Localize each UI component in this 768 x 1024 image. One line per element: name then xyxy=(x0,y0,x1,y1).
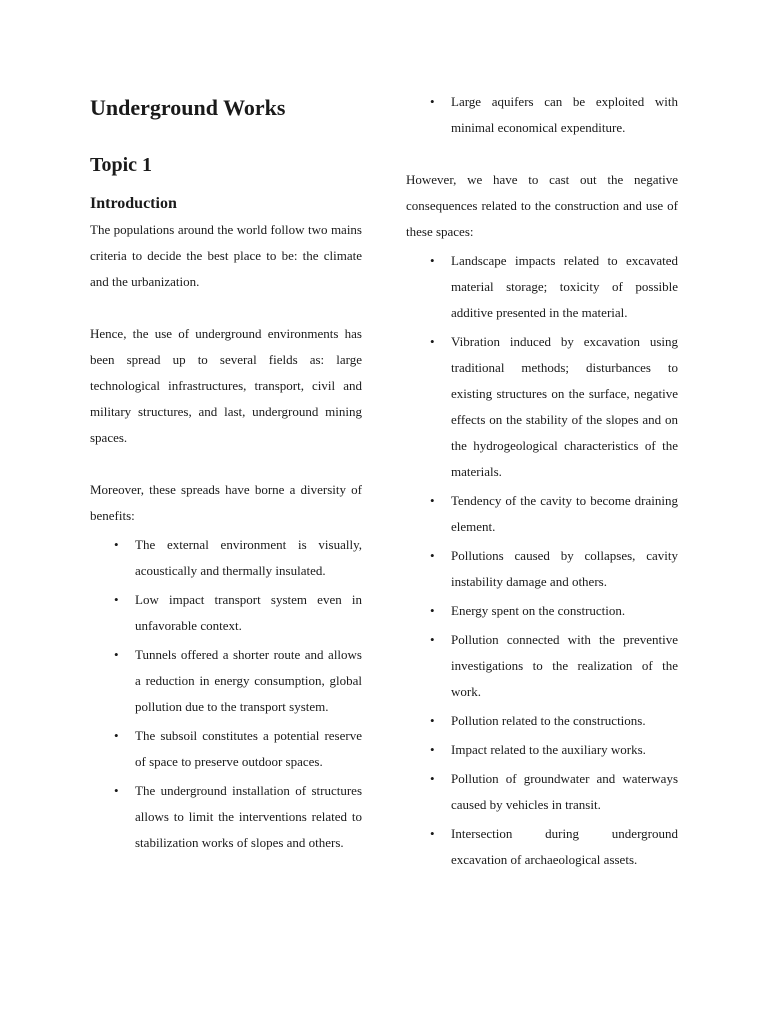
benefits-list-continued xyxy=(406,89,678,141)
list-item-text: Pollution connected with the preventive investigations to the realization of the work. xyxy=(451,632,678,699)
list-item-text: Pollutions caused by collapses, cavity instability damage and others. xyxy=(451,548,678,589)
paragraph-populations: The populations around the world follow two mains criteria to decide the best place to be: the climate and the urbanization. xyxy=(90,222,362,289)
paragraph-underground-use: Hence, the use of underground environments has been spread up to several fields as: large technological infrastructures, transport, civil and military structures, and last, underground mining spaces. xyxy=(90,326,362,445)
list-item xyxy=(406,248,678,326)
bullet-icon: • xyxy=(114,783,119,798)
bullet-icon: • xyxy=(114,647,119,662)
list-item-text: Tendency of the cavity to become draining element. xyxy=(451,493,678,534)
bullet-icon: • xyxy=(430,253,435,268)
list-item xyxy=(406,627,678,705)
list-item-text: Vibration induced by excavation using traditional methods; disturbances to existing structures on the surface, negative effects on the stability of the slopes and on the hydrogeological characteristics of the materials. xyxy=(451,334,678,479)
paragraph-benefits-intro: Moreover, these spreads have borne a diversity of benefits: xyxy=(90,482,362,523)
bullet-icon: • xyxy=(430,742,435,757)
list-item-text: The subsoil constitutes a potential reserve of space to preserve outdoor spaces. xyxy=(135,728,362,769)
list-item-text: Intersection during underground excavation of archaeological assets. xyxy=(451,826,678,867)
list-item xyxy=(406,543,678,595)
list-item xyxy=(90,642,362,720)
bullet-icon: • xyxy=(430,826,435,841)
list-item xyxy=(406,766,678,818)
list-item-text: Large aquifers can be exploited with minimal economical expenditure. xyxy=(451,94,678,135)
list-item xyxy=(406,89,678,141)
bullet-icon: • xyxy=(430,771,435,786)
list-item xyxy=(406,488,678,540)
list-item xyxy=(406,821,678,873)
bullet-icon: • xyxy=(430,603,435,618)
topic-heading: Topic 1 xyxy=(90,154,153,176)
list-item xyxy=(90,778,362,856)
list-item xyxy=(90,532,362,584)
bullet-icon: • xyxy=(430,334,435,349)
bullet-icon: • xyxy=(430,713,435,728)
list-item xyxy=(90,587,362,639)
bullet-icon: • xyxy=(114,728,119,743)
bullet-icon: • xyxy=(430,493,435,508)
list-item-text: Impact related to the auxiliary works. xyxy=(451,742,646,757)
list-item-text: The underground installation of structures allows to limit the interventions related to stabilization works of slopes and others. xyxy=(135,783,362,850)
list-item xyxy=(90,723,362,775)
list-item-text: Tunnels offered a shorter route and allows a reduction in energy consumption, global pollution due to the transport system. xyxy=(135,647,362,714)
paragraph-negatives-intro: However, we have to cast out the negative consequences related to the construction and use of these spaces: xyxy=(406,172,678,239)
section-heading: Introduction xyxy=(90,195,177,212)
list-item xyxy=(406,737,678,763)
benefits-list xyxy=(90,532,362,856)
right-column xyxy=(406,88,678,873)
list-item-text: Low impact transport system even in unfavorable context. xyxy=(135,592,362,633)
list-item-text: Pollution of groundwater and waterways caused by vehicles in transit. xyxy=(451,771,678,812)
bullet-icon: • xyxy=(114,537,119,552)
bullet-icon: • xyxy=(430,548,435,563)
bullet-icon: • xyxy=(430,94,435,109)
document-title: Underground Works xyxy=(90,95,286,120)
list-item-text: The external environment is visually, acoustically and thermally insulated. xyxy=(135,537,362,578)
list-item-text: Energy spent on the construction. xyxy=(451,603,626,618)
list-item-text: Pollution related to the constructions. xyxy=(451,713,646,728)
bullet-icon: • xyxy=(114,592,119,607)
list-item xyxy=(406,598,678,624)
left-column xyxy=(90,88,362,856)
list-item xyxy=(406,708,678,734)
bullet-icon: • xyxy=(430,632,435,647)
negatives-list xyxy=(406,248,678,873)
list-item-text: Landscape impacts related to excavated material storage; toxicity of possible additive presented in the material. xyxy=(451,253,678,320)
list-item xyxy=(406,329,678,485)
